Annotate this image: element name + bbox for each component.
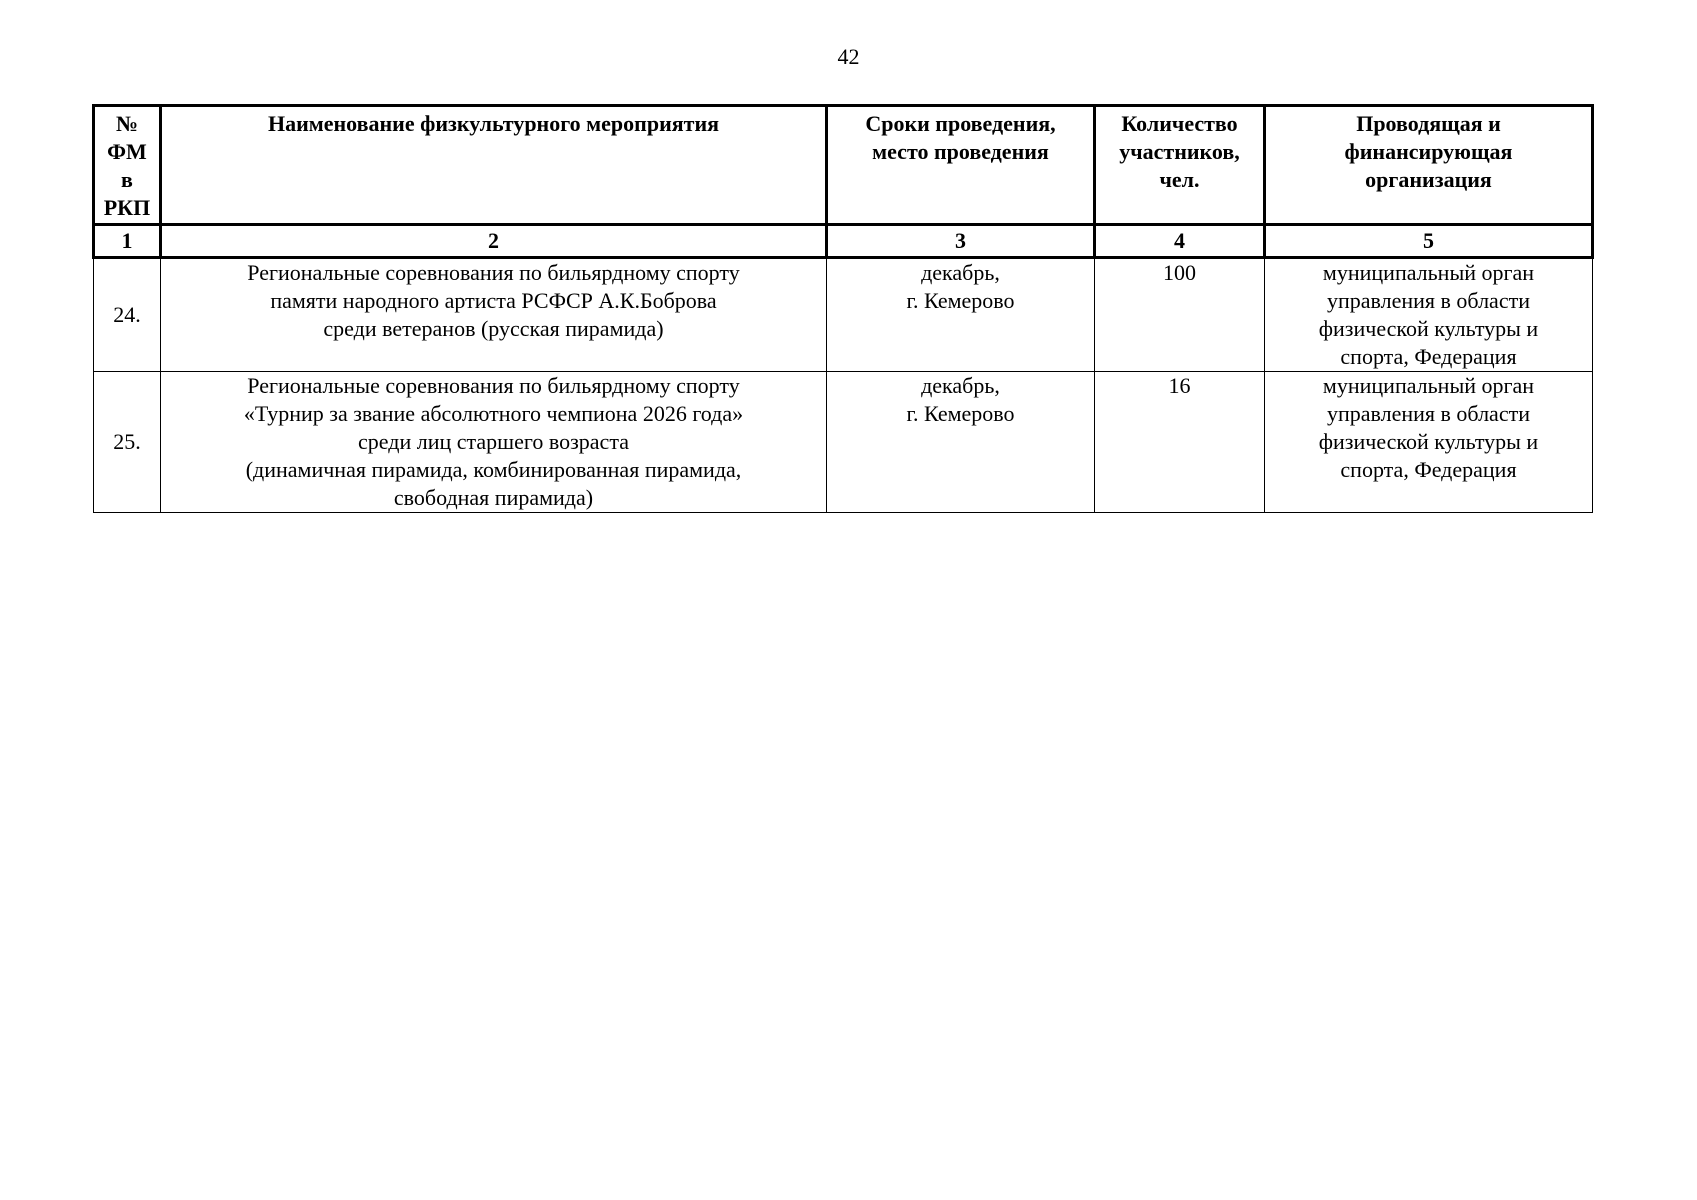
table-header-row xyxy=(94,106,1593,225)
event-name-line: свободная пирамида) xyxy=(393,485,594,510)
date-line: декабрь, xyxy=(921,373,1000,398)
header-number xyxy=(94,106,161,225)
column-number-5: 5 xyxy=(1265,225,1593,258)
header-organization-line: организация xyxy=(1365,167,1492,192)
date-line: декабрь, xyxy=(921,260,1000,285)
organization-line: управления в области xyxy=(1327,401,1530,426)
header-organization xyxy=(1265,106,1593,225)
column-number-4: 4 xyxy=(1095,225,1265,258)
header-organization-line: Проводящая и xyxy=(1356,111,1501,136)
header-date-place-line: место проведения xyxy=(872,139,1049,164)
date-place-cell xyxy=(827,258,1095,372)
header-event-name xyxy=(161,106,827,225)
place-line: г. Кемерово xyxy=(906,401,1015,426)
header-event-name-line: Наименование физкультурного мероприятия xyxy=(267,111,720,136)
organization-line: физической культуры и xyxy=(1318,316,1539,341)
header-participants-line: участников, xyxy=(1119,139,1240,164)
header-organization-line: финансирующая xyxy=(1344,139,1513,164)
event-name-line: среди лиц старшего возраста xyxy=(358,429,629,454)
column-number-2: 2 xyxy=(161,225,827,258)
row-number: 25. xyxy=(94,372,161,513)
column-number-3: 3 xyxy=(827,225,1095,258)
header-number-line: РКП xyxy=(103,195,151,220)
event-name-line: среди ветеранов (русская пирамида) xyxy=(323,316,664,341)
organization-line: спорта, Федерация xyxy=(1340,344,1517,369)
event-name-line: памяти народного артиста РСФСР А.К.Боброва xyxy=(270,288,717,313)
event-name-line: «Турнир за звание абсолютного чемпиона 2026 года» xyxy=(243,401,744,426)
column-numbers-row xyxy=(94,225,1593,258)
participants-cell: 16 xyxy=(1095,372,1265,513)
organization-line: спорта, Федерация xyxy=(1340,457,1517,482)
organization-line: физической культуры и xyxy=(1318,429,1539,454)
table-row xyxy=(94,372,1593,513)
event-name-cell xyxy=(161,258,827,372)
event-name-cell xyxy=(161,372,827,513)
organization-cell xyxy=(1265,372,1593,513)
header-number-line: ФМ xyxy=(107,139,147,164)
organization-line: муниципальный орган xyxy=(1322,260,1535,285)
organization-line: управления в области xyxy=(1327,288,1530,313)
header-date-place-line: Сроки проведения, xyxy=(865,111,1056,136)
events-table xyxy=(92,104,1594,513)
header-number-line: в xyxy=(121,167,133,192)
header-date-place xyxy=(827,106,1095,225)
header-number-line: № xyxy=(115,111,139,136)
organization-line: муниципальный орган xyxy=(1322,373,1535,398)
header-participants-line: чел. xyxy=(1159,167,1200,192)
event-name-line: Региональные соревнования по бильярдному спорту xyxy=(247,260,740,285)
event-name-line: (динамичная пирамида, комбинированная пирамида, xyxy=(245,457,742,482)
header-participants-line: Количество xyxy=(1121,111,1238,136)
column-number-1: 1 xyxy=(94,225,161,258)
date-place-cell xyxy=(827,372,1095,513)
organization-cell xyxy=(1265,258,1593,372)
table-row xyxy=(94,258,1593,372)
place-line: г. Кемерово xyxy=(906,288,1015,313)
header-participants xyxy=(1095,106,1265,225)
event-name-line: Региональные соревнования по бильярдному спорту xyxy=(247,373,740,398)
row-number: 24. xyxy=(94,258,161,372)
participants-cell: 100 xyxy=(1095,258,1265,372)
page-number: 42 xyxy=(837,44,860,69)
